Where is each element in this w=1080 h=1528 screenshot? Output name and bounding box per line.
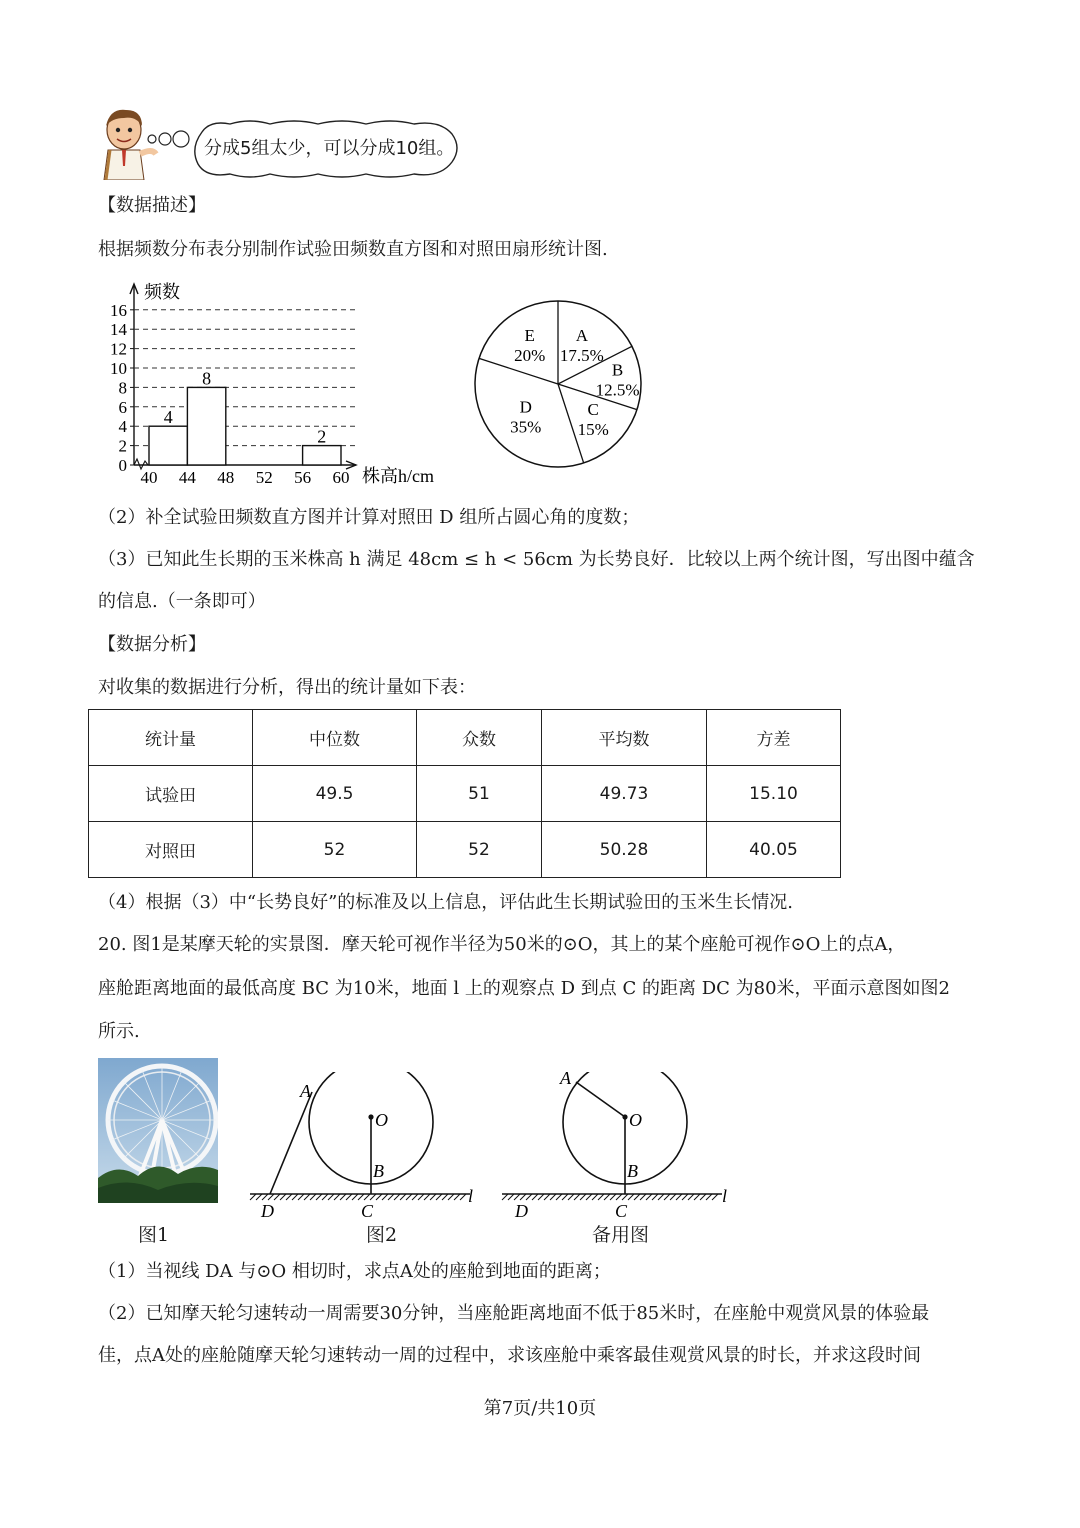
- x-tick-label: 44: [178, 468, 196, 487]
- ground-hatch: [712, 1194, 718, 1200]
- label-l: l: [722, 1186, 728, 1206]
- ground-hatch: [574, 1194, 580, 1200]
- ground-hatch: [670, 1194, 676, 1200]
- y-tick-label: 14: [110, 320, 127, 340]
- describe-intro: 根据频数分布表分别制作试验田频数直方图和对照田扇形统计图.: [98, 239, 608, 260]
- ground-hatch: [580, 1194, 586, 1200]
- pie-slice-percent: 17.5%: [559, 346, 604, 366]
- ground-hatch: [328, 1194, 334, 1200]
- pie-slice-name: B: [611, 360, 624, 380]
- ground-hatch: [682, 1194, 688, 1200]
- ferris-wheel-photo: [98, 1058, 218, 1203]
- page-footer: 第7页/共10页: [483, 1398, 597, 1419]
- ground-hatch: [652, 1194, 658, 1200]
- ground-hatch: [694, 1194, 700, 1200]
- ground-hatch: [430, 1194, 436, 1200]
- histogram-chart: [94, 278, 454, 490]
- bar-value-label: 2: [317, 426, 327, 447]
- ground-hatch: [502, 1194, 508, 1200]
- table-header-cell: 众数: [417, 710, 542, 766]
- x-tick-label: 52: [255, 468, 273, 487]
- pie-slice-name: A: [575, 326, 588, 346]
- analyze-intro: 对收集的数据进行分析，得出的统计量如下表：: [98, 677, 476, 698]
- ground-hatch: [418, 1194, 424, 1200]
- section-heading-describe: 【数据描述】: [98, 195, 206, 216]
- pie-slice-name: E: [524, 326, 535, 346]
- pie-slice-percent: 20%: [514, 346, 546, 366]
- table-cell: 52: [253, 822, 417, 878]
- ground-hatch: [292, 1194, 298, 1200]
- problem-20-line1: 20. 图1是某摩天轮的实景图．摩天轮可视作半径为50米的⊙O，其上的某个座舱可视作⊙O上的点A，: [98, 934, 906, 955]
- ground-hatch: [664, 1194, 670, 1200]
- table-row: [89, 822, 841, 878]
- segment-oa: [576, 1082, 625, 1117]
- ground-hatch: [688, 1194, 694, 1200]
- ground-hatch: [454, 1194, 460, 1200]
- label-b: B: [627, 1161, 638, 1181]
- ground-hatch: [262, 1194, 268, 1200]
- ground-hatch: [676, 1194, 682, 1200]
- question-4: （4）根据（3）中“长势良好”的标准及以上信息，评估此生长期试验田的玉米生长情况.: [98, 892, 794, 913]
- x-axis-label: 株高h/cm: [362, 466, 434, 486]
- y-tick-label: 16: [110, 300, 127, 320]
- ground-hatch: [382, 1194, 388, 1200]
- ground-hatch: [424, 1194, 430, 1200]
- y-tick-label: 12: [110, 339, 127, 359]
- ground-hatch: [520, 1194, 526, 1200]
- ground-hatch: [616, 1194, 622, 1200]
- label-c: C: [615, 1201, 628, 1221]
- ground-hatch: [340, 1194, 346, 1200]
- table-cell: 52: [417, 822, 542, 878]
- ground-hatch: [634, 1194, 640, 1200]
- ground-hatch: [460, 1194, 466, 1200]
- label-o: O: [375, 1110, 388, 1130]
- ground-hatch: [322, 1194, 328, 1200]
- pie-slice-percent: 35%: [510, 417, 542, 437]
- label-a: A: [300, 1081, 311, 1101]
- y-tick-label: 6: [118, 397, 127, 417]
- pie-slice-percent: 12.5%: [595, 380, 640, 400]
- problem-20-q2-line2: 佳，点A处的座舱随摩天轮匀速转动一周的过程中，求该座舱中乘客最佳观赏风景的时长，并求这段时间: [98, 1345, 921, 1366]
- table-cell: 49.73: [542, 766, 707, 822]
- ground-hatch: [298, 1194, 304, 1200]
- ground-hatch: [286, 1194, 292, 1200]
- point-o: [368, 1114, 373, 1119]
- caption-backup: 备用图: [592, 1224, 650, 1246]
- x-tick-label: 56: [294, 468, 312, 487]
- ground-hatch: [280, 1194, 286, 1200]
- ground-hatch: [604, 1194, 610, 1200]
- ground-hatch: [394, 1194, 400, 1200]
- bar-value-label: 8: [202, 368, 212, 389]
- ground-hatch: [358, 1194, 364, 1200]
- histogram-bar: [149, 426, 187, 465]
- problem-20-line3: 所示.: [98, 1021, 140, 1042]
- histogram-bar: [303, 446, 341, 465]
- y-axis-label: 频数: [144, 282, 180, 302]
- ground-hatch: [436, 1194, 442, 1200]
- ground-hatch: [610, 1194, 616, 1200]
- table-cell: 试验田: [89, 766, 253, 822]
- ground-hatch: [568, 1194, 574, 1200]
- ground-hatch: [268, 1194, 274, 1200]
- ground-hatch: [406, 1194, 412, 1200]
- caption-fig1: 图1: [138, 1224, 170, 1246]
- speech-bubble-text: 分成5组太少，可以分成10组。: [204, 138, 455, 159]
- section-heading-analyze: 【数据分析】: [98, 634, 206, 655]
- label-c: C: [361, 1201, 374, 1221]
- table-cell: 51: [417, 766, 542, 822]
- statistics-table: [88, 709, 841, 878]
- x-tick-label: 48: [217, 468, 235, 487]
- ground-hatch: [352, 1194, 358, 1200]
- pie-slice-percent: 15%: [577, 420, 609, 440]
- ground-hatch: [448, 1194, 454, 1200]
- ground-hatch: [334, 1194, 340, 1200]
- ground-hatch: [628, 1194, 634, 1200]
- ground-hatch: [658, 1194, 664, 1200]
- table-cell: 15.10: [707, 766, 841, 822]
- ground-hatch: [250, 1194, 256, 1200]
- y-tick-label: 8: [118, 378, 127, 398]
- ground-hatch: [346, 1194, 352, 1200]
- bar-value-label: 4: [163, 407, 173, 428]
- label-d: D: [515, 1201, 528, 1221]
- figure-2-diagram: [244, 1072, 484, 1222]
- pie-slice-name: C: [587, 400, 599, 420]
- y-tick-label: 0: [118, 456, 127, 475]
- ground-hatch: [514, 1194, 520, 1200]
- problem-20-q2-line1: （2）已知摩天轮匀速转动一周需要30分钟，当座舱距离地面不低于85米时，在座舱中观赏风景的体验最: [98, 1303, 930, 1324]
- table-cell: 40.05: [707, 822, 841, 878]
- ground-hatch: [550, 1194, 556, 1200]
- ground-hatch: [526, 1194, 532, 1200]
- ground-hatch: [598, 1194, 604, 1200]
- speech-bubble: [190, 118, 462, 180]
- table-cell: 49.5: [253, 766, 417, 822]
- ground-hatch: [646, 1194, 652, 1200]
- question-2: （2）补全试验田频数直方图并计算对照田 D 组所占圆心角的度数；: [98, 507, 640, 528]
- backup-diagram: [498, 1072, 738, 1222]
- table-cell: 对照田: [89, 822, 253, 878]
- y-tick-label: 4: [118, 417, 127, 437]
- table-header-cell: 中位数: [253, 710, 417, 766]
- ground-hatch: [256, 1194, 262, 1200]
- problem-20-q1: （1）当视线 DA 与⊙O 相切时，求点A处的座舱到地面的距离；: [98, 1261, 611, 1282]
- ground-hatch: [310, 1194, 316, 1200]
- question-3-line2: 的信息.（一条即可）: [98, 591, 266, 612]
- ground-hatch: [388, 1194, 394, 1200]
- pie-slice-name: D: [519, 397, 532, 417]
- table-row: [89, 766, 841, 822]
- ground-hatch: [556, 1194, 562, 1200]
- ground-hatch: [274, 1194, 280, 1200]
- ground-hatch: [304, 1194, 310, 1200]
- question-3-line1: （3）已知此生长期的玉米株高 h 满足 48cm ≤ h < 56cm 为长势良好．比较以上两个统计图，写出图中蕴含: [98, 549, 975, 570]
- ground-hatch: [400, 1194, 406, 1200]
- ground-hatch: [370, 1194, 376, 1200]
- ground-hatch: [706, 1194, 712, 1200]
- ground-hatch: [640, 1194, 646, 1200]
- x-tick-label: 40: [140, 468, 158, 487]
- label-b: B: [373, 1161, 384, 1181]
- ground-hatch: [700, 1194, 706, 1200]
- ground-hatch: [412, 1194, 418, 1200]
- label-d: D: [261, 1201, 274, 1221]
- y-tick-label: 2: [118, 436, 127, 456]
- caption-fig2: 图2: [366, 1224, 398, 1246]
- table-header-cell: 方差: [707, 710, 841, 766]
- ground-hatch: [544, 1194, 550, 1200]
- ground-hatch: [376, 1194, 382, 1200]
- ground-hatch: [538, 1194, 544, 1200]
- ground-hatch: [586, 1194, 592, 1200]
- table-header-row: [89, 710, 841, 766]
- x-tick-label: 60: [332, 468, 350, 487]
- ground-hatch: [508, 1194, 514, 1200]
- label-l: l: [468, 1186, 474, 1206]
- problem-20-line2: 座舱距离地面的最低高度 BC 为10米，地面 l 上的观察点 D 到点 C 的距离 DC 为80米，平面示意图如图2: [98, 978, 950, 999]
- ground-hatch: [364, 1194, 370, 1200]
- y-tick-label: 10: [110, 359, 127, 378]
- label-a: A: [560, 1072, 571, 1088]
- thought-dots-icon: [146, 127, 192, 155]
- table-cell: 50.28: [542, 822, 707, 878]
- ground-hatch: [316, 1194, 322, 1200]
- line-da: [270, 1092, 312, 1194]
- ground-hatch: [592, 1194, 598, 1200]
- table-header-cell: 统计量: [89, 710, 253, 766]
- ground-hatch: [442, 1194, 448, 1200]
- ground-hatch: [622, 1194, 628, 1200]
- histogram-bar: [187, 387, 225, 465]
- pie-chart: [470, 300, 650, 476]
- ground-hatch: [532, 1194, 538, 1200]
- ground-hatch: [562, 1194, 568, 1200]
- label-o: O: [629, 1110, 642, 1130]
- table-header-cell: 平均数: [542, 710, 707, 766]
